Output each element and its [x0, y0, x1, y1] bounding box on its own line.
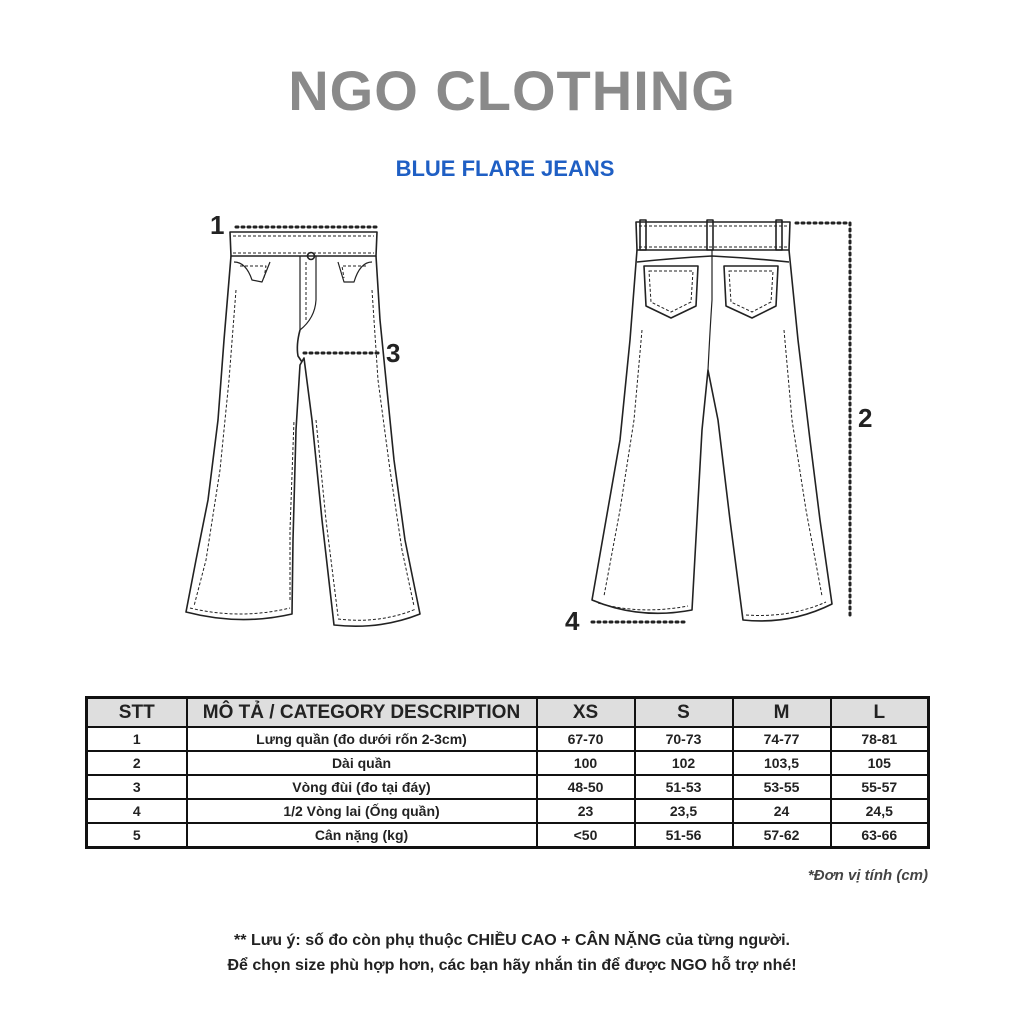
cell-m: 24: [733, 799, 831, 823]
marker-length: 2: [858, 403, 873, 433]
cell-s: 102: [635, 751, 733, 775]
cell-stt: 1: [87, 727, 187, 751]
header-size-m: M: [733, 698, 831, 728]
size-table: [85, 696, 930, 849]
brand-title: NGO CLOTHING: [288, 59, 736, 122]
cell-stt: 5: [87, 823, 187, 848]
table-header-row: [87, 698, 929, 728]
cell-description: 1/2 Vòng lai (Ống quần): [187, 799, 537, 823]
cell-stt: 3: [87, 775, 187, 799]
cell-s: 51-53: [635, 775, 733, 799]
back-view-jeans: [592, 220, 832, 621]
table-row: [87, 751, 929, 775]
cell-m: 57-62: [733, 823, 831, 848]
cell-l: 78-81: [831, 727, 929, 751]
marker-waist: 1: [210, 210, 225, 240]
cell-description: Dài quần: [187, 751, 537, 775]
cell-l: 24,5: [831, 799, 929, 823]
cell-l: 63-66: [831, 823, 929, 848]
cell-l: 105: [831, 751, 929, 775]
header-size-s: S: [635, 698, 733, 728]
cell-m: 103,5: [733, 751, 831, 775]
cell-m: 74-77: [733, 727, 831, 751]
cell-s: 23,5: [635, 799, 733, 823]
cell-description: Vòng đùi (đo tại đáy): [187, 775, 537, 799]
front-view-jeans: [186, 232, 420, 626]
cell-stt: 2: [87, 751, 187, 775]
unit-note: *Đơn vị tính (cm): [807, 867, 928, 884]
cell-s: 51-56: [635, 823, 733, 848]
header-stt: STT: [87, 698, 187, 728]
header-size-l: L: [831, 698, 929, 728]
marker-thigh: 3: [386, 338, 401, 368]
header-size-xs: XS: [537, 698, 635, 728]
cell-l: 55-57: [831, 775, 929, 799]
cell-description: Lưng quần (đo dưới rốn 2-3cm): [187, 727, 537, 751]
product-title: BLUE FLARE JEANS: [395, 156, 615, 181]
cell-xs: 67-70: [537, 727, 635, 751]
cell-s: 70-73: [635, 727, 733, 751]
table-row: [87, 799, 929, 823]
cell-xs: <50: [537, 823, 635, 848]
cell-xs: 23: [537, 799, 635, 823]
note-line-1: ** Lưu ý: số đo còn phụ thuộc CHIỀU CAO + CÂN NẶNG của từng người.: [234, 932, 790, 949]
cell-xs: 48-50: [537, 775, 635, 799]
table-row: [87, 727, 929, 751]
cell-stt: 4: [87, 799, 187, 823]
table-row: [87, 775, 929, 799]
header-description: MÔ TẢ / CATEGORY DESCRIPTION: [187, 698, 537, 728]
cell-xs: 100: [537, 751, 635, 775]
length-guide: [796, 223, 850, 616]
table-row: [87, 823, 929, 848]
cell-description: Cân nặng (kg): [187, 823, 537, 848]
note-line-2: Để chọn size phù hợp hơn, các bạn hãy nhắn tin để được NGO hỗ trợ nhé!: [227, 957, 797, 974]
cell-m: 53-55: [733, 775, 831, 799]
measurement-guides: [236, 223, 850, 622]
marker-hem: 4: [565, 606, 580, 636]
